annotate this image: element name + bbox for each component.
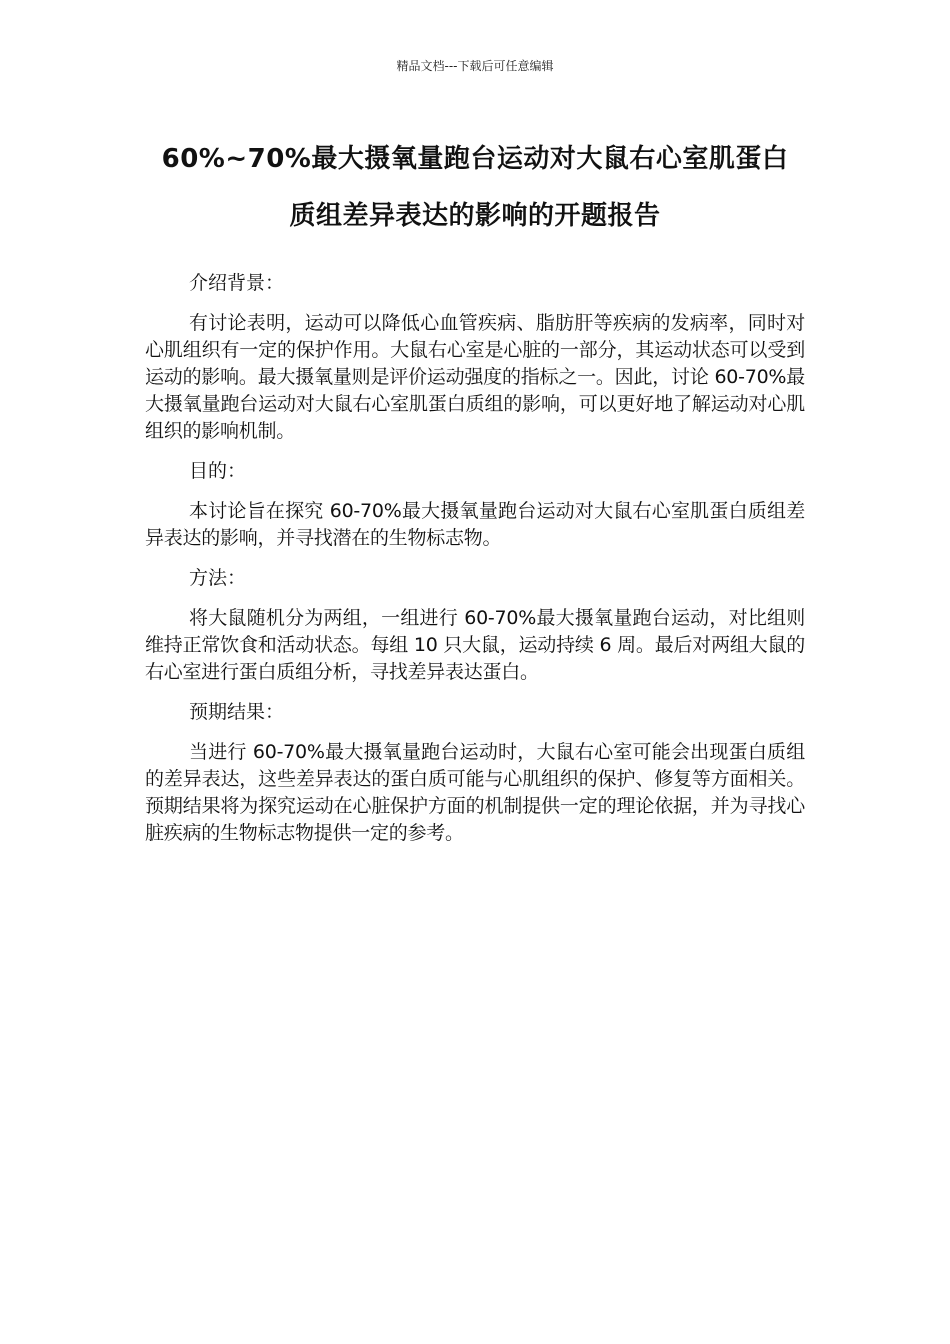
- section-paragraph: 当进行 60-70%最大摄氧量跑台运动时，大鼠右心室可能会出现蛋白质组的差异表达，这些差异表达的蛋白质可能与心肌组织的保护、修复等方面相关。预期结果将为探究运动在心脏保护方面的机制提供一定的理论依据，并为寻找心脏疾病的生物标志物提供一定的参考。: [145, 741, 805, 844]
- section-heading: 介绍背景：: [189, 272, 285, 294]
- section-purpose: [145, 458, 805, 552]
- section-heading: 目的：: [189, 460, 247, 482]
- section-paragraph: 将大鼠随机分为两组，一组进行 60-70%最大摄氧量跑台运动，对比组则维持正常饮食和活动状态。每组 10 只大鼠，运动持续 6 周。最后对两组大鼠的右心室进行蛋白质组分析，寻找差异表达蛋白。: [145, 607, 805, 683]
- document-title-line-2: 质组差异表达的影响的开题报告: [289, 201, 661, 231]
- document-title-line-1: 60%~70%最大摄氧量跑台运动对大鼠右心室肌蛋白: [161, 144, 789, 174]
- section-heading: 预期结果：: [189, 701, 285, 723]
- header-note: 精品文档---下载后可任意编辑: [396, 59, 554, 73]
- section-heading: 方法：: [189, 567, 247, 589]
- section-paragraph: 本讨论旨在探究 60-70%最大摄氧量跑台运动对大鼠右心室肌蛋白质组差异表达的影响，并寻找潜在的生物标志物。: [145, 500, 805, 549]
- section-expected-results: [145, 699, 805, 847]
- document-body: [145, 270, 805, 860]
- section-methods: [145, 565, 805, 686]
- section-paragraph: 有讨论表明，运动可以降低心血管疾病、脂肪肝等疾病的发病率，同时对心肌组织有一定的保护作用。大鼠右心室是心脏的一部分，其运动状态可以受到运动的影响。最大摄氧量则是评价运动强度的指标之一。因此，讨论 60-70%最大摄氧量跑台运动对大鼠右心室肌蛋白质组的影响，可以更好地了解运动对心肌组织的影响机制。: [145, 312, 805, 442]
- section-background: [145, 270, 805, 445]
